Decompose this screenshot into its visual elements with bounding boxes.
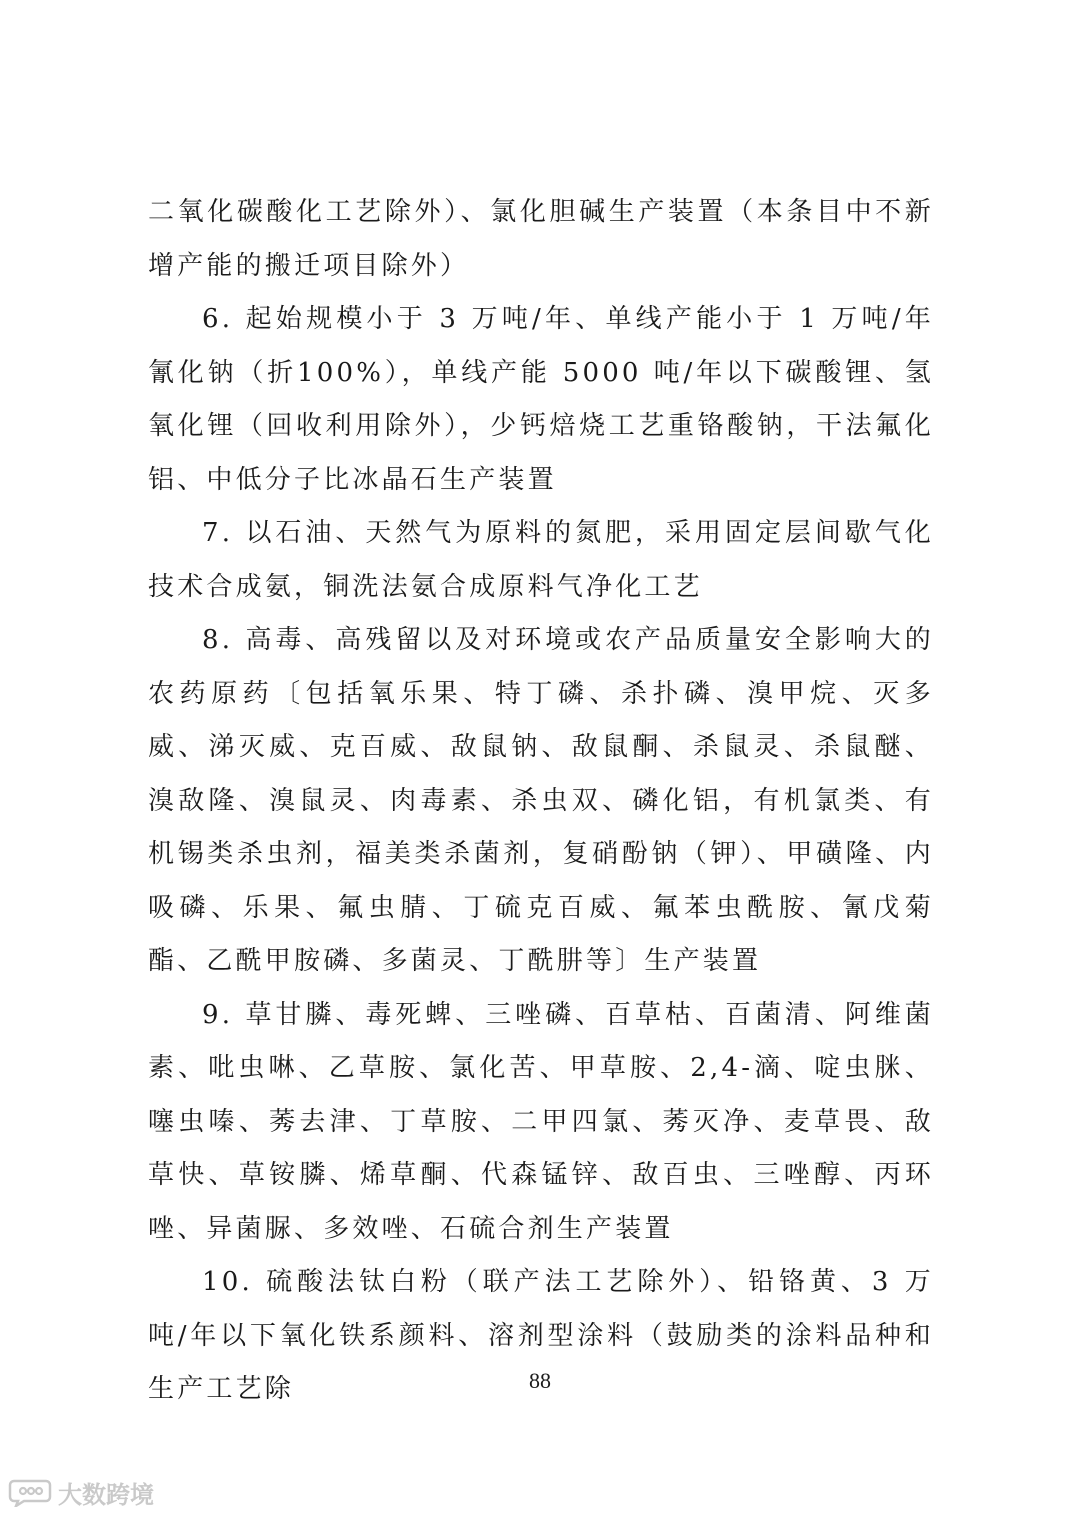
paragraph-item-10: 10. 硫酸法钛白粉（联产法工艺除外）、铅铬黄、3 万吨/年以下氧化铁系颜料、溶剂型涂料（鼓励类的涂料品种和生产工艺除 bbox=[148, 1267, 934, 1404]
chat-bubble-logo-icon bbox=[8, 1477, 52, 1507]
paragraph-item-7: 7. 以石油、天然气为原料的氮肥，采用固定层间歇气化技术合成氨，铜洗法氨合成原料气净化工艺 bbox=[148, 518, 934, 602]
watermark bbox=[8, 1474, 154, 1510]
page-number: 88 bbox=[529, 1368, 551, 1393]
paragraph-item-6: 6. 起始规模小于 3 万吨/年、单线产能小于 1 万吨/年氰化钠（折100%），单线产能 5000 吨/年以下碳酸锂、氢氧化锂（回收利用除外），少钙焙烧工艺重铬酸钠，干法氟化铝、中低分子比冰晶石生产装置 bbox=[148, 304, 934, 495]
watermark-text: 大数跨境 bbox=[58, 1480, 154, 1509]
paragraph-item-9: 9. 草甘膦、毒死蜱、三唑磷、百草枯、百菌清、阿维菌素、吡虫啉、乙草胺、氯化苦、甲草胺、2,4-滴、啶虫脒、噻虫嗪、莠去津、丁草胺、二甲四氯、莠灭净、麦草畏、敌草快、草铵膦、烯草酮、代森锰锌、敌百虫、三唑醇、丙环唑、异菌脲、多效唑、石硫合剂生产装置 bbox=[148, 999, 934, 1244]
paragraph-continuation: 二氧化碳酸化工艺除外）、氯化胆碱生产装置（本条目中不新增产能的搬迁项目除外） bbox=[148, 197, 934, 281]
document-body bbox=[148, 186, 934, 1417]
paragraph-item-8: 8. 高毒、高残留以及对环境或农产品质量安全影响大的农药原药〔包括氧乐果、特丁磷、杀扑磷、溴甲烷、灭多威、涕灭威、克百威、敌鼠钠、敌鼠酮、杀鼠灵、杀鼠醚、溴敌隆、溴鼠灵、肉毒素、杀虫双、磷化铝，有机氯类、有机锡类杀虫剂，福美类杀菌剂，复硝酚钠（钾）、甲磺隆、内吸磷、乐果、氟虫腈、丁硫克百威、氟苯虫酰胺、氰戊菊酯、乙酰甲胺磷、多菌灵、丁酰肼等〕生产装置 bbox=[148, 625, 934, 976]
